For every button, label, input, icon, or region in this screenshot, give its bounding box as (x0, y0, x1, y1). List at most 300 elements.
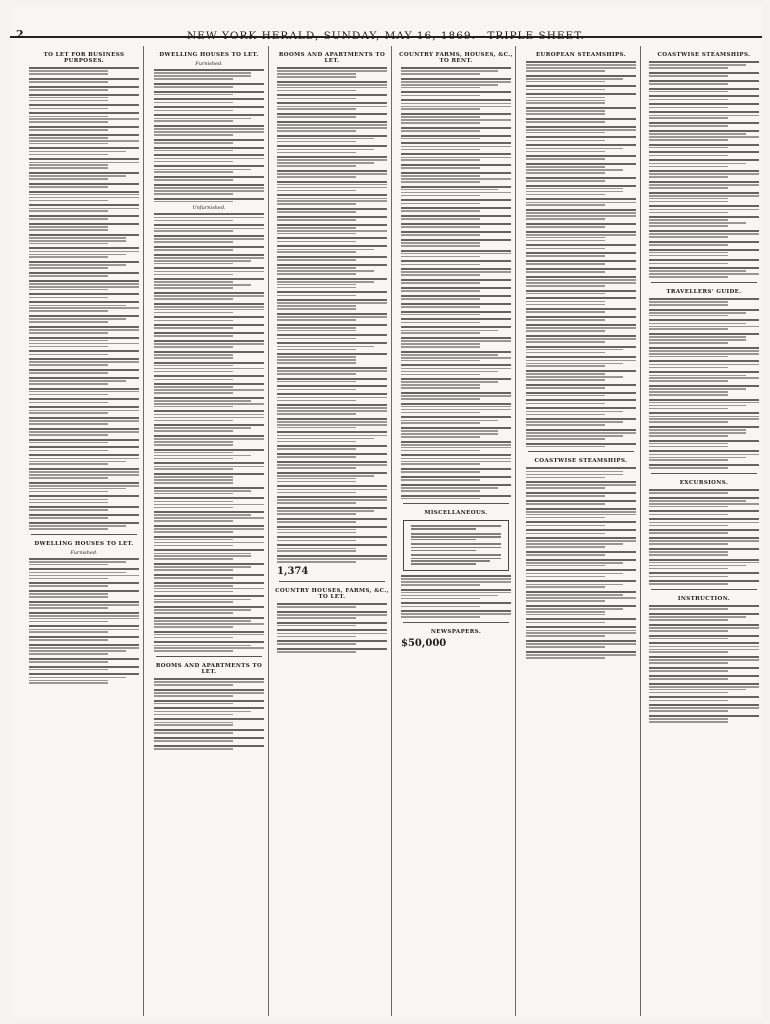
ad-text-line (154, 235, 264, 237)
classified-ad (649, 613, 759, 621)
ad-text-line (649, 642, 759, 644)
classified-ad (649, 360, 759, 368)
ad-text-line (277, 102, 387, 104)
ad-text-line (277, 373, 356, 375)
ad-text-line (526, 185, 636, 187)
ad-text-line (29, 186, 108, 188)
ad-text-line (526, 180, 605, 182)
ad-text-line (649, 391, 728, 393)
ad-text-line (29, 391, 139, 393)
ad-text-line (401, 95, 480, 97)
ad-text-line (649, 686, 759, 688)
section-heading: NEWSPAPERS. (430, 628, 482, 635)
ad-text-line (401, 84, 498, 86)
ad-text-line (29, 112, 139, 114)
classified-ad (401, 610, 511, 618)
ad-text-line (526, 319, 605, 321)
ad-text-line (526, 290, 636, 292)
ad-text-line (154, 427, 251, 429)
ad-text-line (154, 94, 233, 96)
ad-text-line (401, 581, 511, 583)
ad-text-line (526, 597, 636, 599)
classified-ad (526, 591, 636, 602)
ad-text-line (277, 291, 387, 293)
ad-text-line (649, 718, 728, 720)
section-rule (403, 622, 509, 623)
classified-ad (401, 78, 511, 89)
ad-text-line (526, 363, 623, 365)
classified-ad (401, 337, 511, 348)
classified-ad (649, 111, 759, 119)
ad-text-line (526, 276, 636, 278)
ad-text-line (277, 464, 387, 466)
classified-ads-group (645, 605, 763, 723)
ad-text-line (277, 278, 387, 280)
ad-text-line (29, 677, 126, 679)
classified-ad (526, 61, 636, 72)
classified-ad (154, 114, 264, 122)
ad-text-line (526, 569, 636, 571)
ad-text-line (29, 658, 139, 660)
classified-ad (29, 215, 139, 220)
classified-ad (29, 191, 139, 202)
ad-text-line (401, 398, 480, 400)
ad-text-line (277, 94, 387, 96)
ad-text-line (154, 298, 233, 300)
classified-ad (649, 642, 759, 653)
ad-text-line (649, 219, 728, 221)
ad-text-line (29, 240, 126, 242)
ad-text-line (401, 433, 498, 435)
ad-text-line (277, 198, 387, 200)
ad-text-line (401, 87, 480, 89)
classified-ads-group (150, 678, 268, 750)
ad-text-line (649, 304, 728, 306)
classified-ad (526, 418, 636, 426)
ad-text-line (526, 158, 605, 160)
ad-text-line (649, 103, 759, 105)
ad-text-line (29, 434, 108, 436)
ad-text-line (401, 268, 511, 270)
ad-text-line (649, 651, 728, 653)
ad-text-line (277, 156, 387, 158)
ad-text-line (277, 176, 356, 178)
classified-ad (649, 347, 759, 358)
ad-text-line (649, 276, 728, 278)
ad-text-line (526, 586, 605, 588)
ad-text-line (401, 326, 511, 328)
classified-ad (154, 292, 264, 300)
column-heading: COUNTRY FARMS, HOUSES, &C., TO RENT. (399, 52, 513, 64)
ad-text-line (154, 327, 233, 329)
ad-text-line (29, 431, 139, 433)
ad-text-line (526, 387, 605, 389)
ad-text-line (649, 301, 728, 303)
classified-ad (526, 136, 636, 141)
ad-text-line (277, 540, 356, 542)
classified-ad (154, 125, 264, 136)
ad-text-line (526, 327, 636, 329)
ad-text-line (401, 138, 480, 140)
ad-text-line (277, 256, 387, 258)
ad-text-line (401, 487, 498, 489)
classified-ad (526, 290, 636, 295)
ad-text-line (401, 360, 480, 362)
classified-ad (401, 484, 511, 492)
classified-ad (649, 159, 759, 167)
classified-ad (526, 492, 636, 497)
ad-text-line (649, 176, 728, 178)
classified-ad (411, 525, 501, 530)
ad-text-line (401, 146, 511, 148)
ad-text-line (411, 543, 501, 545)
ad-text-line (154, 158, 264, 160)
ad-text-line (29, 78, 139, 80)
classified-ad (29, 126, 139, 131)
ad-text-line (29, 495, 139, 497)
ad-text-line (526, 89, 605, 91)
classified-ad (154, 254, 264, 265)
ad-text-line (277, 381, 356, 383)
ad-text-line (277, 81, 387, 83)
classified-ad (154, 397, 264, 408)
ad-text-line (154, 257, 264, 259)
ad-text-line (277, 190, 356, 192)
ad-text-line (154, 69, 264, 71)
classified-ad (29, 247, 139, 258)
classified-ad (401, 135, 511, 140)
classified-ad (526, 481, 636, 489)
ad-text-line (154, 147, 264, 149)
classified-ad (401, 239, 511, 247)
classified-ad (401, 364, 511, 375)
ad-text-line (154, 623, 264, 625)
ad-text-line (526, 352, 605, 354)
ad-text-line (649, 537, 759, 539)
classified-ad (401, 99, 511, 110)
classified-ad (401, 164, 511, 169)
ad-text-line (401, 351, 511, 353)
ad-text-line (401, 357, 511, 359)
classified-ad (29, 495, 139, 503)
ad-text-line (277, 245, 387, 247)
ad-text-line (401, 298, 480, 300)
classified-ad (29, 658, 139, 663)
ad-text-line (154, 555, 251, 557)
ad-text-line (277, 526, 387, 528)
ad-text-line (526, 540, 636, 542)
classified-ad (29, 454, 139, 465)
ad-text-line (154, 306, 264, 308)
ad-text-line (154, 357, 233, 359)
ad-text-line (277, 467, 356, 469)
ad-text-line (401, 306, 480, 308)
ad-text-line (277, 643, 356, 645)
classified-ad (401, 378, 511, 389)
ad-text-line (154, 106, 264, 108)
ad-text-line (154, 748, 233, 750)
classified-ad (29, 446, 139, 451)
ad-text-line (154, 184, 264, 186)
classified-ad (401, 495, 511, 500)
ad-text-line (649, 107, 728, 109)
ad-text-line (526, 525, 605, 527)
classified-ad (277, 461, 387, 469)
ad-text-line (29, 350, 139, 352)
ad-text-line (277, 550, 356, 552)
classified-ad (154, 106, 264, 111)
classified-ad (526, 392, 636, 397)
ad-text-line (277, 73, 356, 75)
ad-text-line (277, 438, 374, 440)
ad-text-line (526, 614, 605, 616)
ad-text-line (526, 129, 636, 131)
classified-ad (649, 412, 759, 423)
ad-text-line (649, 715, 759, 717)
ad-text-line (526, 626, 636, 628)
ad-text-line (29, 305, 126, 307)
ad-text-line (649, 670, 728, 672)
ad-text-line (649, 635, 759, 637)
ad-text-line (277, 367, 387, 369)
ad-text-line (526, 379, 605, 381)
ad-text-line (649, 233, 759, 235)
section-rule (403, 503, 509, 504)
ad-text-line (526, 335, 636, 337)
classified-ad (401, 468, 511, 473)
ad-text-line (154, 312, 233, 314)
ad-text-line (401, 346, 480, 348)
section-rule (528, 451, 634, 452)
ad-text-line (154, 722, 233, 724)
ad-text-line (526, 537, 636, 539)
ad-text-line (154, 392, 233, 394)
classified-ad (277, 278, 387, 289)
ad-text-line (649, 212, 728, 214)
ad-text-line (29, 343, 139, 345)
ad-text-line (649, 613, 759, 615)
classified-ads-group (397, 575, 515, 618)
ad-text-line (277, 152, 356, 154)
ad-text-line (649, 249, 759, 251)
classified-ad (154, 184, 264, 195)
ad-text-line (154, 400, 251, 402)
ad-text-line (649, 385, 759, 387)
ad-text-line (401, 613, 511, 615)
ad-text-line (649, 339, 746, 341)
classified-ad (526, 126, 636, 134)
classified-ad (277, 102, 387, 110)
ad-text-line (29, 514, 139, 516)
ad-text-line (277, 485, 387, 487)
ad-text-line (649, 312, 746, 314)
classified-ad (29, 428, 139, 436)
classified-ad (154, 574, 264, 579)
ad-text-line (277, 611, 387, 613)
ad-text-line (401, 159, 480, 161)
ad-text-line (154, 449, 264, 451)
ad-text-line (29, 329, 139, 331)
ad-text-line (411, 533, 501, 535)
classified-ad (649, 510, 759, 515)
ad-text-line (526, 576, 605, 578)
ad-text-line (277, 496, 387, 498)
ad-text-line (649, 323, 746, 325)
ad-text-line (649, 336, 746, 338)
ad-text-line (277, 284, 356, 286)
classified-ad (526, 356, 636, 367)
ad-text-line (277, 492, 356, 494)
ad-text-line (401, 598, 480, 600)
classified-ad (649, 241, 759, 246)
ad-text-line (154, 504, 264, 506)
ad-text-line (401, 106, 511, 108)
classified-ad (154, 324, 264, 329)
ad-text-line (29, 167, 108, 169)
ad-text-line (649, 144, 759, 146)
ad-text-line (277, 241, 356, 243)
ad-text-line (649, 675, 759, 677)
ad-text-line (154, 563, 264, 565)
ad-text-line (526, 285, 605, 287)
ad-text-line (649, 122, 759, 124)
ad-text-line (649, 435, 728, 437)
ad-text-line (154, 707, 264, 709)
ad-text-line (277, 106, 387, 108)
ad-text-line (154, 332, 264, 334)
ad-text-line (649, 405, 746, 407)
ad-text-line (154, 228, 264, 230)
classified-ad (649, 605, 759, 610)
classified-ads-group (273, 603, 391, 653)
ad-text-line (29, 116, 108, 118)
ad-text-line (401, 260, 511, 262)
newspaper-page (10, 6, 762, 1018)
ad-text-line (649, 689, 746, 691)
ad-text-line (649, 364, 759, 366)
ad-text-line (526, 562, 623, 564)
ad-text-line (29, 388, 139, 390)
ad-text-line (277, 270, 374, 272)
ad-text-line (154, 737, 264, 739)
ad-text-line (29, 147, 139, 149)
ad-text-line (29, 251, 139, 253)
ad-text-line (154, 591, 233, 593)
ad-text-line (277, 149, 374, 151)
ad-text-line (526, 551, 636, 553)
ad-text-line (401, 274, 480, 276)
ad-text-line (526, 240, 605, 242)
ad-text-line (649, 130, 759, 132)
ad-text-line (277, 427, 356, 429)
ad-text-line (154, 241, 233, 243)
ad-text-line (649, 88, 759, 90)
ad-text-line (401, 253, 511, 255)
classified-ad (526, 268, 636, 273)
ad-text-line (401, 578, 511, 580)
ad-text-line (526, 155, 636, 157)
ad-text-line (277, 472, 387, 474)
section-heading: DWELLING HOUSES TO LET. (34, 540, 134, 547)
classified-ad (649, 385, 759, 396)
classified-ad (649, 230, 759, 238)
ad-text-line (401, 264, 480, 266)
classified-ad (526, 276, 636, 287)
ad-text-line (649, 721, 728, 723)
classified-ad (154, 165, 264, 173)
ad-text-line (277, 622, 387, 624)
section-subheading: Furnished. (70, 549, 98, 556)
ad-text-line (277, 219, 356, 221)
ad-text-line (277, 165, 356, 167)
ad-text-line (277, 124, 387, 126)
ad-text-line (277, 606, 356, 608)
ad-text-line (154, 267, 264, 269)
ad-text-line (154, 128, 264, 130)
ad-text-line (649, 241, 759, 243)
ad-text-line (526, 580, 636, 582)
classified-ad (401, 575, 511, 586)
ad-text-line (411, 560, 490, 562)
classified-ad (29, 158, 139, 169)
ad-text-line (401, 602, 511, 604)
ad-text-line (29, 461, 126, 463)
ad-text-line (526, 324, 636, 326)
section-rule (651, 473, 757, 474)
ad-text-line (154, 678, 264, 680)
ad-text-line (649, 707, 759, 709)
section-heading: ROOMS AND APARTMENTS TO LET. (155, 662, 263, 675)
ad-text-line (277, 170, 387, 172)
ad-text-line (401, 610, 511, 612)
classified-ad (401, 186, 511, 197)
classified-ad (29, 377, 139, 385)
classified-ad (649, 656, 759, 664)
ad-text-line (277, 544, 387, 546)
ad-text-line (649, 388, 746, 390)
ad-text-line (154, 493, 233, 495)
classified-ad (526, 118, 636, 123)
ad-text-line (277, 400, 356, 402)
ad-text-line (154, 553, 251, 555)
ad-text-line (649, 638, 728, 640)
ad-text-line (154, 497, 264, 499)
ad-text-line (29, 210, 108, 212)
ad-text-line (401, 450, 480, 452)
ad-text-line (526, 474, 623, 476)
ad-text-line (154, 190, 264, 192)
ad-text-line (649, 333, 759, 335)
ad-text-line (29, 361, 139, 363)
classified-ad (154, 617, 264, 628)
ad-text-line (526, 495, 605, 497)
classified-ad (401, 441, 511, 452)
classified-ad (526, 508, 636, 519)
ad-text-line (154, 324, 264, 326)
ad-text-line (277, 76, 356, 78)
ad-text-line (649, 267, 759, 269)
ad-text-line (526, 546, 605, 548)
ad-text-line (29, 346, 108, 348)
ad-text-line (29, 522, 139, 524)
classified-ad (401, 454, 511, 465)
ad-text-line (526, 605, 636, 607)
ad-text-line (29, 218, 108, 220)
classified-ad (277, 216, 387, 221)
ad-text-line (401, 468, 511, 470)
ad-text-line (154, 86, 233, 88)
ad-text-line (277, 603, 387, 605)
